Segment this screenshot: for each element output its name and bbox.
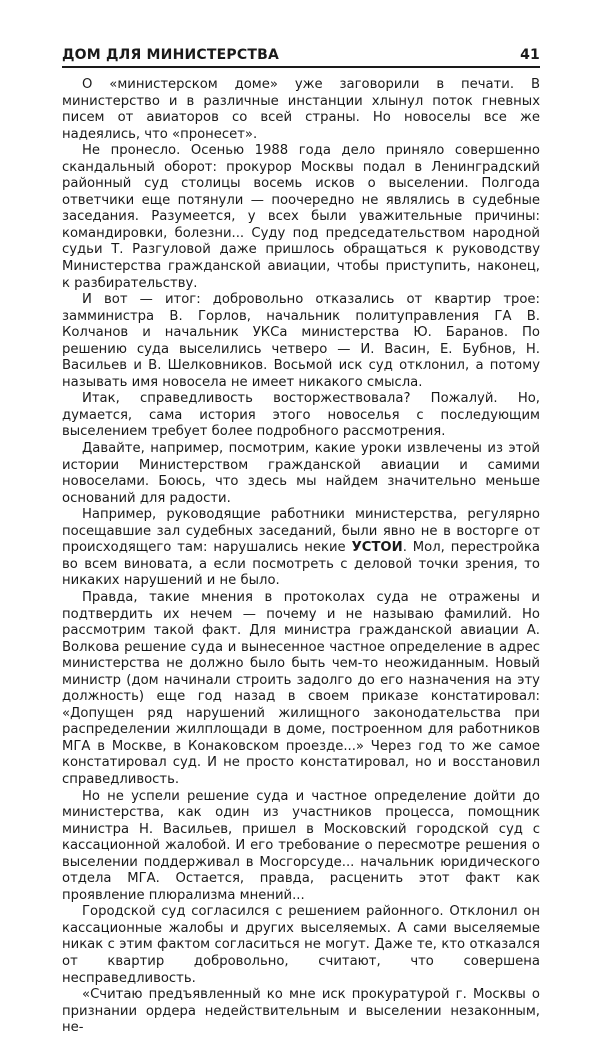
paragraph-1: О «министерском доме» уже заговорили в печати. В министерство и в различные инстанции хлынул поток гневных писем от авиаторов со всей страны. Но новоселы все же надеялись, что «пронесет». [62, 77, 540, 142]
paragraph-9: Городской суд согласился с решением районного. Отклонил он кассационные жалобы и других выселяемых. А сами выселяемые никак с этим фактом согласиться не могут. Даже те, кто отказался от квартир добровольно, считают, что совершена несправедливость. [62, 904, 540, 986]
paragraph-10: «Считаю предъявленный ко мне иск прокуратурой г. Москвы о признании ордера недействительным и выселении незаконным, не- [62, 987, 540, 1036]
paragraph-6 [62, 507, 540, 590]
paragraph-7: Правда, такие мнения в протоколах суда не отражены и подтвердить их нечем — почему и не называю фамилий. Но рассмотрим такой факт. Для министра гражданской авиации А. Волкова решение суда и вынесенное частное определение в адрес министерства не должно было быть чем-то неожиданным. Новый министр (дом начинали строить задолго до его назначения на эту должность) еще год назад в своем приказе констатировал: «Допущен ряд нарушений жилищного законодательства при распределении жилплощади в доме, построенном для работников МГА в Москве, в Конаковском проезде...» Через год то же самое констатировал суд. И не просто констатировал, но и восстановил справедливость. [62, 589, 540, 787]
article-body [62, 77, 540, 1037]
paragraph-6-start: Например, руководящие работники министерства, регулярно посещавшие зал судебных заседаний, были явно не в восторге от происходящего там: нарушались некие [62, 507, 540, 556]
paragraph-8: Но не успели решение суда и частное определение дойти до министерства, как один из участников процесса, помощник министра Н. Васильев, пришел в Московский городской суд с кассационной жалобой. И его требование о пересмотре решения о выселении поддерживал в Мосгорсуде... начальник юридического отдела МГА. Остается, правда, расценить этот факт как проявление плюрализма мнений... [62, 788, 540, 903]
page-number: 41 [520, 47, 540, 63]
paragraph-3: И вот — итог: добровольно отказались от квартир трое: замминистра В. Горлов, начальник политуправления ГА В. Колчанов и начальник УКСа министерства Ю. Баранов. По решению суда выселились четверо — И. Васин, Е. Бубнов, Н. Васильев и В. Шелковников. Восьмой иск суд отклонил, а потому называть имя новосела не имеет никакого смысла. [62, 292, 540, 390]
running-head [62, 47, 540, 63]
chapter-title: ДОМ ДЛЯ МИНИСТЕРСТВА [62, 47, 279, 63]
emphasized-word: УСТОИ [351, 540, 403, 556]
paragraph-2: Не пронесло. Осенью 1988 года дело приняло совершенно скандальный оборот: прокурор Москвы подал в Ленинградский районный суд столицы восемь исков о выселении. Полгода ответчики еще потянули — поочередно не являлись в судебные заседания. Разумеется, у всех были уважительные причины: командировки, болезни... Суду под председательством народной судьи Т. Разгуловой даже пришлось обращаться к руководству Министерства гражданской авиации, чтобы приступить, наконец, к разбирательству. [62, 143, 540, 291]
paragraph-4: Итак, справедливость восторжествовала? Пожалуй. Но, думается, сама история этого новоселья с последующим выселением требует более подробного рассмотрения. [62, 391, 540, 440]
header-rule [62, 66, 540, 68]
paragraph-5: Давайте, например, посмотрим, какие уроки извлечены из этой истории Министерством гражданской авиации и самими новоселами. Боюсь, что здесь мы найдем значительно меньше оснований для радости. [62, 441, 540, 506]
paragraph-6-end: . Мол, перестройка во всем виновата, а если посмотреть с деловой точки зрения, то никаких нарушений и не было. [62, 540, 540, 589]
